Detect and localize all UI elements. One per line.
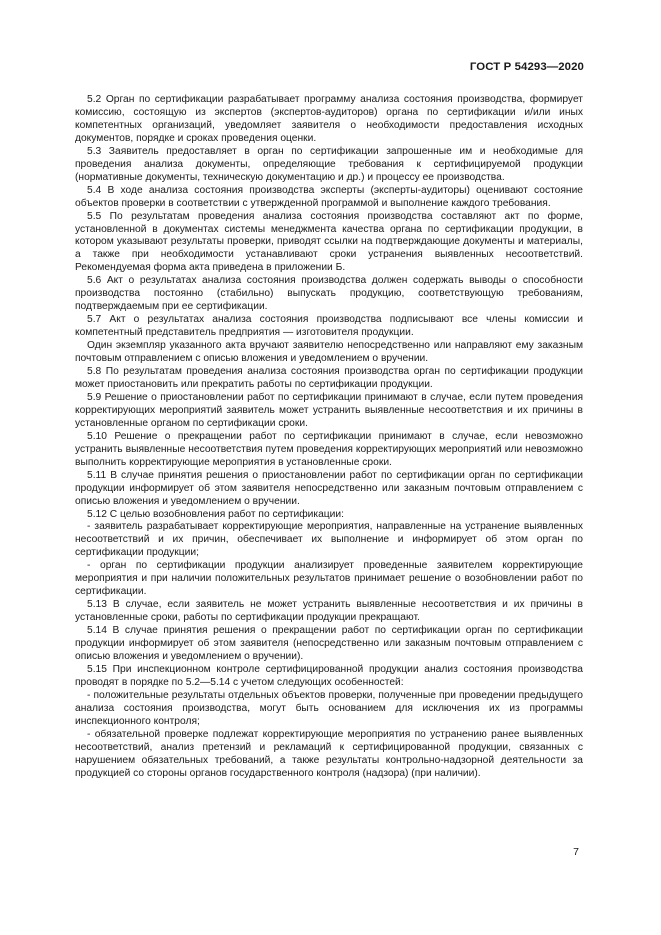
page-number: 7 xyxy=(573,846,579,858)
paragraph-5-15-item-1: - положительные результаты отдельных объектов проверки, полученные при проведении предыдущего анализа состояния производства, могут быть основанием для исключения их из программы инспекционного контроля; xyxy=(75,689,583,727)
paragraph-5-12: 5.12 С целью возобновления работ по сертификации: xyxy=(87,508,344,520)
paragraph-5-6: 5.6 Акт о результатах анализа состояния производства должен содержать выводы о способности производства постоянно (стабильно) выпускать продукцию, соответствующую требованиям, подтверждаемым при ее сертификации. xyxy=(75,275,583,313)
paragraph-5-7-copy: Один экземпляр указанного акта вручают заявителю непосредственно или направляют ему заказным почтовым отправлением с описью вложения и уведомлением о вручении. xyxy=(75,340,583,365)
paragraph-5-15-item-2: - обязательной проверке подлежат корректирующие мероприятия по устранению ранее выявленных несоответствий, анализ претензий и рекламаций к сертифицированной продукции, связанных с нарушением обязательных требований, а также результаты контрольно-надзорной деятельности за продукцией со стороны органов государственного контроля (надзора) (при наличии). xyxy=(75,728,583,779)
paragraph-5-2: 5.2 Орган по сертификации разрабатывает программу анализа состояния производства, формирует комиссию, состоящую из экспертов (экспертов-аудиторов) органа по сертификации и/или иных компетентных организаций, уведомляет заявителя о необходимости предоставления исходных документов, порядке и сроках проведения оценки. xyxy=(75,94,583,144)
paragraph-5-12-item-2: - орган по сертификации продукции анализирует проведенные заявителем корректирующие мероприятия и при наличии положительных результатов принимает решение о возобновлении работ по сертификации. xyxy=(75,560,583,598)
paragraph-5-9: 5.9 Решение о приостановлении работ по сертификации принимают в случае, если путем проведения корректирующих мероприятий заявитель может устранить выявленные несоответствия и их причины в установленные органом по сертификации сроки. xyxy=(75,391,583,429)
paragraph-5-13: 5.13 В случае, если заявитель не может устранить выявленные несоответствия и их причины в установленные сроки, работы по сертификации продукции прекращают. xyxy=(75,599,583,624)
paragraph-5-7: 5.7 Акт о результатах анализа состояния производства подписывают все члены комиссии и компетентный представитель предприятия — изготовителя продукции. xyxy=(75,314,583,339)
document-body xyxy=(75,94,583,781)
standard-code-header: ГОСТ Р 54293—2020 xyxy=(469,61,584,73)
paragraph-5-15: 5.15 При инспекционном контроле сертифицированной продукции анализ состояния производства проводят в порядке по 5.2—5.14 с учетом следующих особенностей: xyxy=(75,663,583,688)
paragraph-5-3: 5.3 Заявитель предоставляет в орган по сертификации запрошенные им и необходимые для проведения анализа документы, определяющие требования к сертифицируемой продукции (нормативные документы, техническую документацию и др.) и процессу ее производства. xyxy=(75,145,583,183)
paragraph-5-14: 5.14 В случае принятия решения о прекращении работ по сертификации орган по сертификации продукции информирует об этом заявителя (непосредственно или заказным почтовым отправлением с описью вложения и уведомлением о вручении). xyxy=(75,625,583,662)
paragraph-5-12-item-1: - заявитель разрабатывает корректирующие мероприятия, направленные на устранение выявленных несоответствий и их причин, обеспечивает их выполнение и информирует об этом орган по сертификации продукции; xyxy=(75,521,583,559)
paragraph-5-5: 5.5 По результатам проведения анализа состояния производства составляют акт по форме, установленной в документах системы менеджмента качества органа по сертификации продукции, в котором указывают результаты проверки, приводят ссылки на подтверждающие документы и материалы, а также при необходимости устанавливают сроки устранения выявленных несоответствий. Рекомендуемая форма акта приведена в приложении Б. xyxy=(75,210,583,274)
paragraph-5-8: 5.8 По результатам проведения анализа состояния производства орган по сертификации продукции может приостановить или прекратить работы по сертификации продукции. xyxy=(75,366,583,390)
paragraph-5-10: 5.10 Решение о прекращении работ по сертификации принимают в случае, если невозможно устранить выявленные несоответствия путем проведения корректирующих мероприятий или невозможно выполнить корректирующие мероприятия в установленные сроки. xyxy=(75,430,583,468)
paragraph-5-11: 5.11 В случае принятия решения о приостановлении работ по сертификации орган по сертификации продукции информирует об этом заявителя непосредственно или заказным почтовым отправлением с описью вложения и уведомлением о вручении. xyxy=(75,469,583,507)
paragraph-5-4: 5.4 В ходе анализа состояния производства эксперты (эксперты-аудиторы) оценивают состояние объектов проверки в соответствии с утвержденной программой и выполнение каждого требования. xyxy=(75,184,583,209)
